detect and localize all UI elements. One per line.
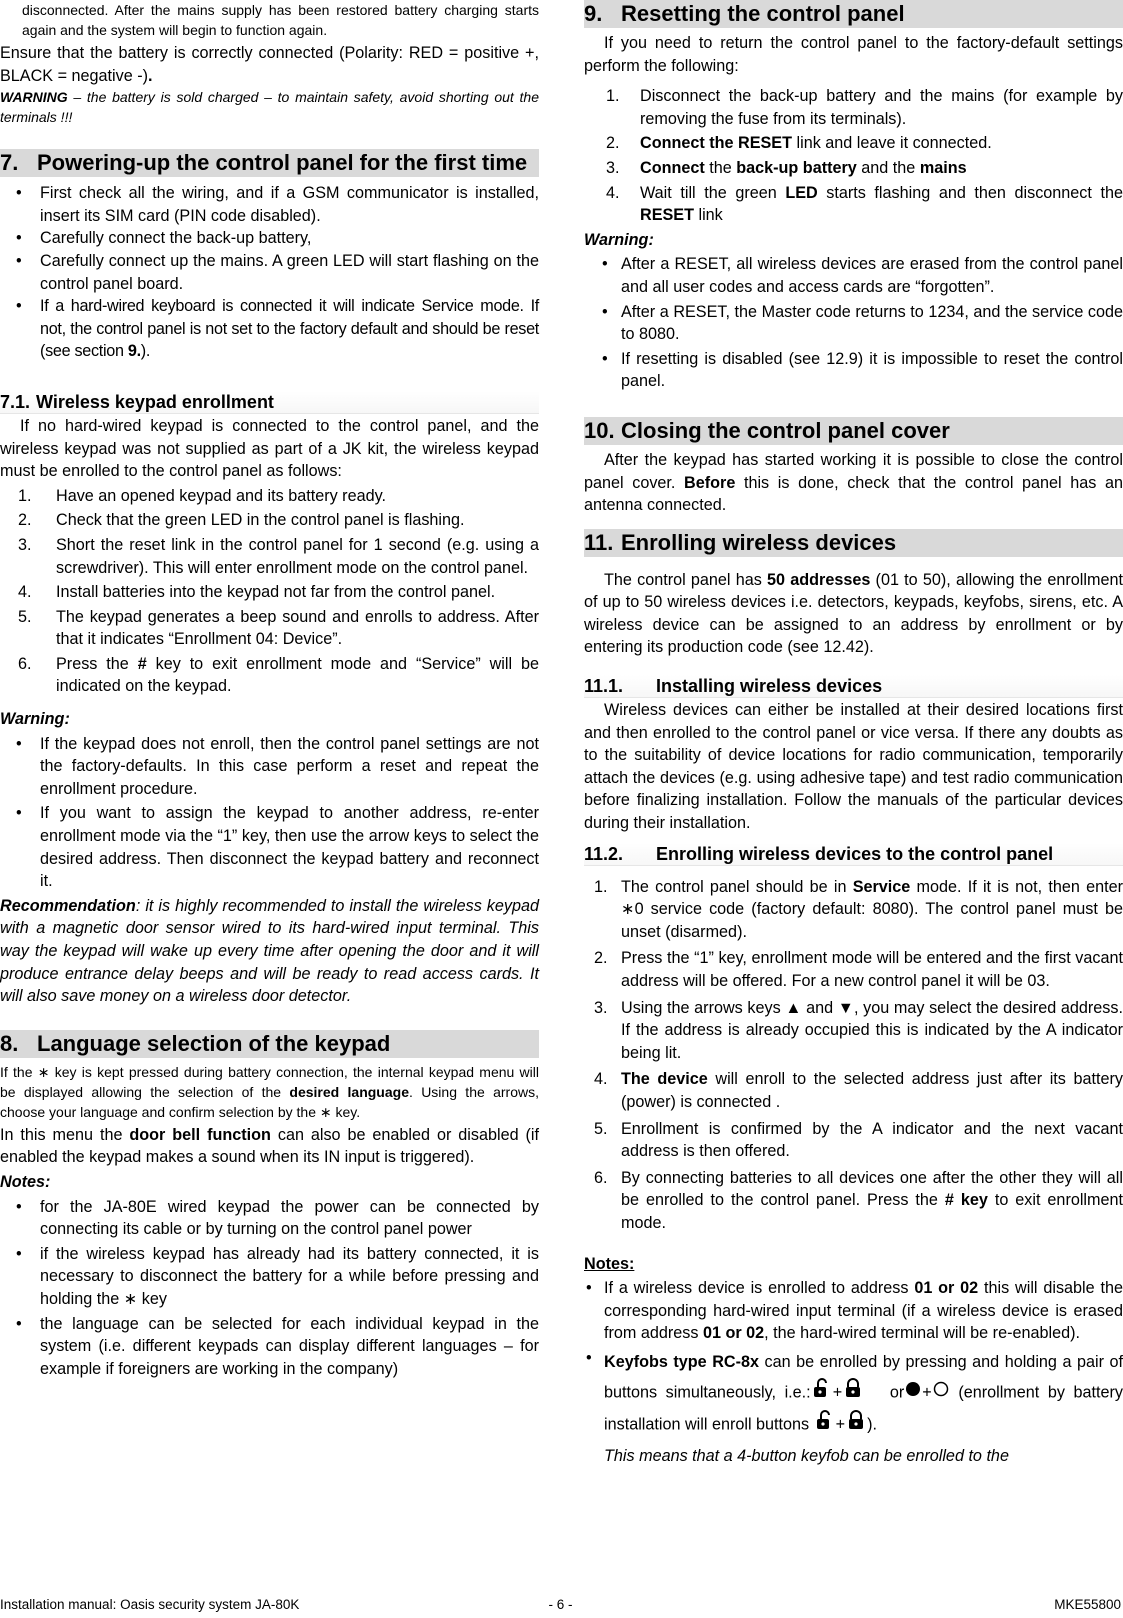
enroll-notes-list	[584, 1277, 1123, 1471]
warning-label: Warning:	[0, 710, 70, 729]
reset-warning-list	[584, 253, 1123, 393]
list-item: • if the wireless keypad has already had its battery connected, it is necessary to disconnect the battery for a while before pressing and holding the ∗ key	[16, 1244, 539, 1308]
list-item: • If a hard-wired keyboard is connected it will indicate Service mode. If not, the control panel is not set to the factory default and should be reset (see section 9.).	[16, 297, 539, 361]
list-item: 2. Press the “1” key, enrollment mode will be entered and the first vacant address will be offered. For a new control panel it will be 03.	[594, 949, 1123, 990]
list-item: • Carefully connect up the mains. A green LED will start flashing on the control panel board.	[16, 251, 539, 293]
list-item: 1. The control panel should be in Service mode. If it is not, then enter ∗0 service code (factory default: 8080). The control panel must be unset (disarmed).	[594, 877, 1123, 941]
list-item: • After a RESET, all wireless devices are erased from the control panel and all user codes and access cards are “forgotten”.	[602, 255, 1123, 296]
carry-over-text: disconnected. After the mains supply has been restored battery charging starts again and the system will begin to function again.	[22, 2, 539, 38]
section-7-1-heading: 7.1. Wireless keypad enrollment	[0, 391, 539, 414]
list-item: • for the JA-80E wired keypad the power can be connected by connecting its cable or by turning on the control panel power	[16, 1197, 539, 1239]
list-item: • If you want to assign the keypad to another address, re-enter enrollment mode via the “1” key, then use the arrow keys to select the desired address. Then disconnect the keypad battery and reconnect it.	[16, 804, 539, 891]
warning-list	[0, 733, 539, 893]
section-8-para-2: In this menu the door bell function can also be enabled or disabled (if enabled the keypad makes a sound when its IN input is triggered).	[0, 1125, 539, 1167]
right-column	[584, 0, 1123, 1471]
section-11-heading: 11. Enrolling wireless devices	[584, 529, 1123, 557]
section-11-2-heading: 11.2. Enrolling wireless devices to the control panel	[584, 843, 1123, 866]
polarity-text: Ensure that the battery is correctly connected (Polarity: RED = positive +, BLACK = negative -).	[0, 44, 539, 85]
section-11-1-heading: 11.1. Installing wireless devices	[584, 675, 1123, 698]
list-item: 4. Install batteries into the keypad not far from the control panel.	[18, 583, 496, 602]
section-7-list	[0, 182, 539, 363]
section-11-1-text: Wireless devices can either be installed at their desired locations first and then enrolled to the control panel or vice versa. If there any doubts as to the suitability of device locations for radio communication, temporarily attach the devices (e.g. using adhesive tape) and test radio communication before finalizing installation. Follow the manuals of the particular devices during their installation.	[584, 701, 1123, 833]
section-8-para-1: If the ∗ key is kept pressed during battery connection, the internal keypad menu will be displayed allowing the selection of the desired language. Using the arrows, choose your language and confirm selection by the ∗ key.	[0, 1063, 539, 1120]
section-11-text: The control panel has 50 addresses (01 to 50), allowing the enrollment of up to 50 wireless devices i.e. detectors, keypads, keyfobs, sirens, etc. A wireless device can be assigned to an address by enrollment or by entering its production code (see 12.42).	[584, 570, 1123, 657]
enrollment-steps	[584, 876, 1123, 1235]
list-item: 1. Disconnect the back-up battery and the mains (for example by removing the fuse from its terminals).	[606, 87, 1123, 128]
footer-title: Installation manual: Oasis security system JA-80K	[0, 1596, 300, 1612]
list-item: • If a wireless device is enrolled to address 01 or 02 this will disable the corresponding hard-wired input terminal (if a wireless device is erased from address 01 or 02, the hard-wired terminal will be re-enabled).	[586, 1279, 1123, 1343]
battery-warning: WARNING – the battery is sold charged – to maintain safety, avoid shorting out the terminals !!!	[0, 89, 539, 126]
list-item: 5. The keypad generates a beep sound and enrolls to address. After that it indicates “Enrollment 04: Device”.	[18, 607, 539, 649]
list-item: • the language can be selected for each individual keypad in the system (i.e. different keypads can display different languages – for example if foreigners are working in the company)	[16, 1314, 539, 1378]
section-9-heading: 9. Resetting the control panel	[584, 0, 1123, 28]
list-item: 4. Wait till the green LED starts flashing and then disconnect the RESET link	[606, 183, 1123, 225]
lock-closed-icon-2	[845, 1409, 867, 1441]
reset-steps	[584, 85, 1123, 227]
lock-open-icon-2	[814, 1409, 836, 1441]
warning-label: Warning:	[584, 230, 654, 249]
enroll-steps	[0, 485, 539, 698]
list-item: • If resetting is disabled (see 12.9) it is impossible to reset the control panel.	[602, 349, 1123, 391]
empty-circle-icon	[932, 1378, 950, 1408]
list-item: 3. Connect the back-up battery and the mains	[606, 158, 967, 177]
section-7-1-intro: If no hard-wired keypad is connected to the control panel, and the wireless keypad was not supplied as part of a JK kit, the wireless keypad must be enrolled to the control panel as follows:	[0, 416, 539, 481]
section-9-intro: If you need to return the control panel to the factory-default settings perform the following:	[584, 34, 1123, 75]
list-item: • First check all the wiring, and if a GSM communicator is installed, insert its SIM card (PIN code disabled).	[16, 184, 539, 225]
list-item: 2. Connect the RESET link and leave it connected.	[606, 134, 992, 153]
list-item: • If the keypad does not enroll, then the control panel settings are not the factory-defaults. In this case perform a reset and repeat the enrollment procedure.	[16, 734, 539, 798]
list-item: 1. Have an opened keypad and its battery ready.	[18, 486, 386, 505]
page-number: - 6 -	[548, 1596, 573, 1612]
up-arrow-icon: ▲	[785, 998, 802, 1017]
filled-circle-icon	[904, 1378, 922, 1408]
notes-list	[0, 1196, 539, 1381]
lock-open-icon	[811, 1377, 833, 1409]
list-item: • Carefully connect the back-up battery,	[16, 229, 312, 248]
section-7-heading: 7. Powering-up the control panel for the first time	[0, 149, 539, 177]
list-item: 4. The device will enroll to the selected address just after its battery (power) is connected .	[594, 1070, 1123, 1111]
list-item: • Keyfobs type RC-8x can be enrolled by pressing and holding a pair of buttons simultaneously, i.e.: + or + (enrollment by battery installation will enroll buttons + ). This means that a 4-button keyfob can be enrolled to the	[586, 1348, 1123, 1465]
list-item: • After a RESET, the Master code returns to 1234, and the service code to 8080.	[602, 302, 1123, 344]
recommendation: Recommendation: it is highly recommended to install the wireless keypad with a magnetic door sensor wired to its hard-wired input terminal. This way the keypad will wake up every time after opening the door and it will produce entrance delay beeps and will be ready to read access cards. It will also save money on a wireless door detector.	[0, 896, 539, 1006]
list-item: 3. Short the reset link in the control panel for 1 second (e.g. using a screwdriver). This will enter enrollment mode on the control panel.	[18, 535, 539, 577]
left-column	[0, 0, 539, 1380]
section-10-text: After the keypad has started working it is possible to close the control panel cover. Before this is done, check that the control panel has an antenna connected.	[584, 450, 1123, 515]
list-item: 5. Enrollment is confirmed by the A indicator and the next vacant address is then offered.	[594, 1119, 1123, 1161]
page-footer	[0, 1593, 1123, 1615]
lock-closed-icon	[842, 1377, 864, 1409]
document-code: MKE55800	[1054, 1596, 1122, 1612]
down-arrow-icon: ▼	[837, 998, 854, 1017]
list-item: 3. Using the arrows keys ▲ and ▼, you may select the desired address. If the address is already occupied this is indicated by the A indicator being lit.	[594, 998, 1123, 1062]
notes-label: Notes:	[584, 1254, 635, 1273]
list-item: 2. Check that the green LED in the control panel is flashing.	[18, 511, 465, 530]
section-8-heading: 8. Language selection of the keypad	[0, 1030, 539, 1058]
list-item: 6. By connecting batteries to all devices one after the other they will all be enrolled to the control panel. Press the # key to exit enrollment mode.	[594, 1168, 1123, 1232]
list-item: 6. Press the # key to exit enrollment mode and “Service” will be indicated on the keypad.	[18, 654, 539, 696]
section-10-heading: 10. Closing the control panel cover	[584, 417, 1123, 445]
notes-label: Notes:	[0, 1172, 51, 1191]
